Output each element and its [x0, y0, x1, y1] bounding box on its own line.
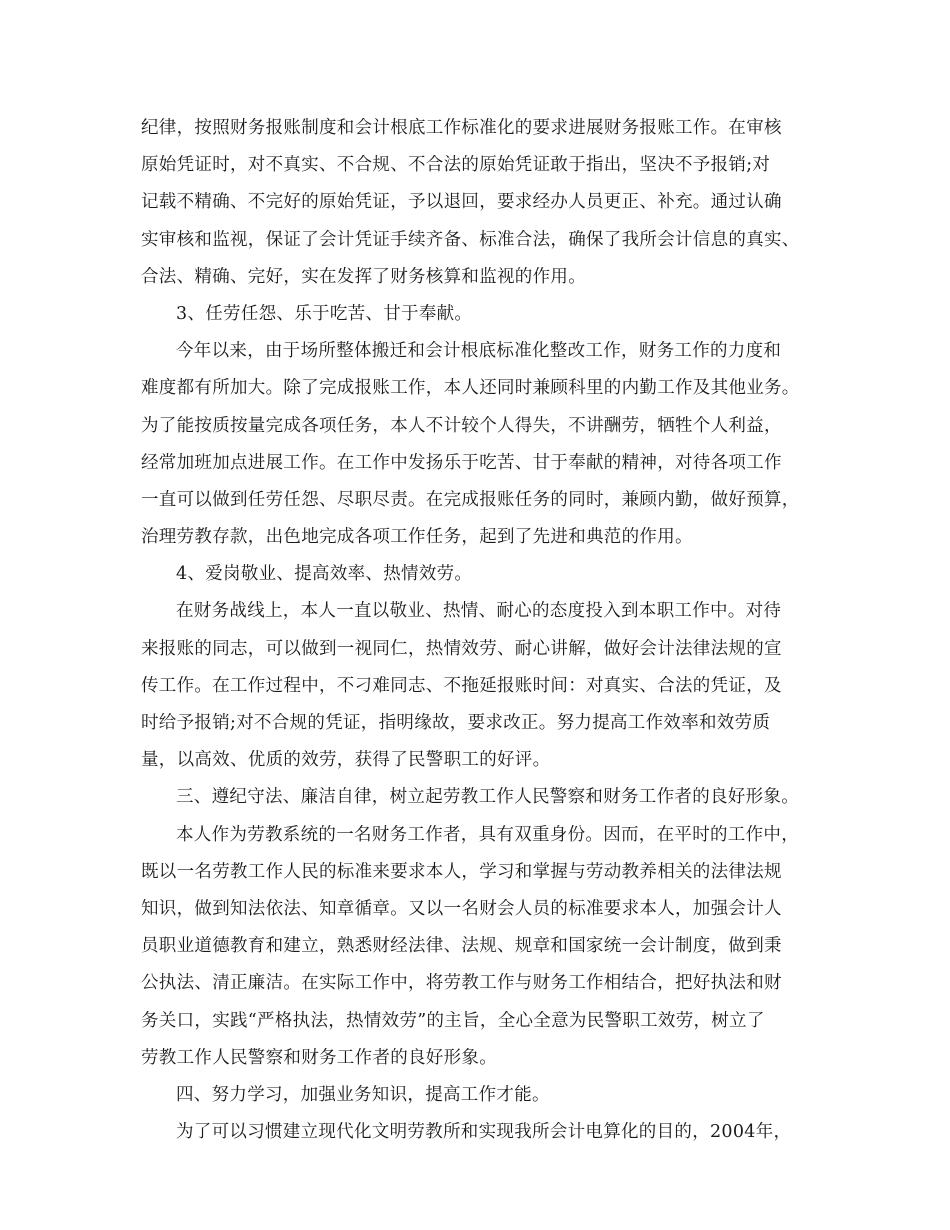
- text-line: 记载不精确、不完好的原始凭证，予以退回，要求经办人员更正、补充。通过认确: [141, 192, 782, 213]
- text-line: 经常加班加点进展工作。在工作中发扬乐于吃苦、甘于奉献的精神，对待各项工作: [141, 452, 782, 473]
- text-line: 今年以来，由于场所整体搬迁和会计根底标准化整改工作，财务工作的力度和: [176, 341, 782, 362]
- text-line: 为了可以习惯建立现代化文明劳教所和实现我所会计电算化的目的，2004年，: [176, 1122, 792, 1143]
- text-line: 3、任劳任怨、乐于吃苦、甘于奉献。: [176, 303, 473, 324]
- text-line: 时给予报销;对不合规的凭证，指明缘故，要求改正。努力提高工作效率和效劳质: [141, 713, 771, 733]
- text-line: 合法、精确、完好，实在发挥了财务核算和监视的作用。: [141, 266, 586, 287]
- text-line: 既以一名劳教工作人民的标准来要求本人，学习和掌握与劳动教养相关的法律法规: [141, 861, 782, 882]
- text-line: 量，以高效、优质的效劳，获得了民警职工的好评。: [141, 750, 551, 771]
- text-line: 员职业道德教育和建立，熟悉财经法律、法规、规章和国家统一会计制度，做到秉: [141, 936, 782, 957]
- text-line: 务关口，实践“严格执法，热情效劳”的主旨，全心全意为民警职工效劳，树立了: [141, 1010, 765, 1031]
- text-line: 来报账的同志，可以做到一视同仁，热情效劳、耐心讲解，做好会计法律法规的宣: [141, 638, 782, 659]
- text-line: 四、努力学习，加强业务知识，提高工作才能。: [176, 1084, 550, 1105]
- text-line: 原始凭证时，对不真实、不合规、不合法的原始凭证敢于指出，坚决不予报销;对: [141, 155, 771, 176]
- text-line: 知识，做到知法依法、知章循章。又以一名财会人员的标准要求本人，加强会计人: [141, 898, 782, 919]
- text-line: 为了能按质按量完成各项任务，本人不计较个人得失，不讲酬劳，牺牲个人利益，: [141, 415, 782, 436]
- text-line: 治理劳教存款，出色地完成各项工作任务，起到了先进和典范的作用。: [141, 527, 693, 548]
- text-line: 本人作为劳教系统的一名财务工作者，具有双重身份。因而，在平时的工作中，: [176, 824, 799, 845]
- text-line: 一直可以做到任劳任怨、尽职尽责。在完成报账任务的同时，兼顾内勤，做好预算，: [141, 489, 800, 510]
- text-line: 实审核和监视，保证了会计凭证手续齐备、标准合法，确保了我所会计信息的真实、: [141, 229, 800, 250]
- text-line: 传工作。在工作过程中，不刁难同志、不拖延报账时间：对真实、合法的凭证，及: [141, 675, 782, 696]
- text-line: 4、爱岗敬业、提高效率、热情效劳。: [176, 564, 473, 585]
- text-line: 纪律，按照财务报账制度和会计根底工作标准化的要求进展财务报账工作。在审核: [141, 118, 782, 138]
- text-line: 在财务战线上，本人一直以敬业、热情、耐心的态度投入到本职工作中。对待: [176, 601, 782, 622]
- text-line: 公执法、清正廉洁。在实际工作中，将劳教工作与财务工作相结合，把好执法和财: [141, 973, 782, 994]
- text-line: 难度都有所加大。除了完成报账工作，本人还同时兼顾科里的内勤工作及其他业务。: [141, 378, 800, 399]
- text-line: 劳教工作人民警察和财务工作者的良好形象。: [141, 1047, 497, 1068]
- text-line: 三、遵纪守法、廉洁自律，树立起劳教工作人民警察和财务工作者的良好形象。: [176, 787, 799, 808]
- document-page: [141, 110, 821, 1151]
